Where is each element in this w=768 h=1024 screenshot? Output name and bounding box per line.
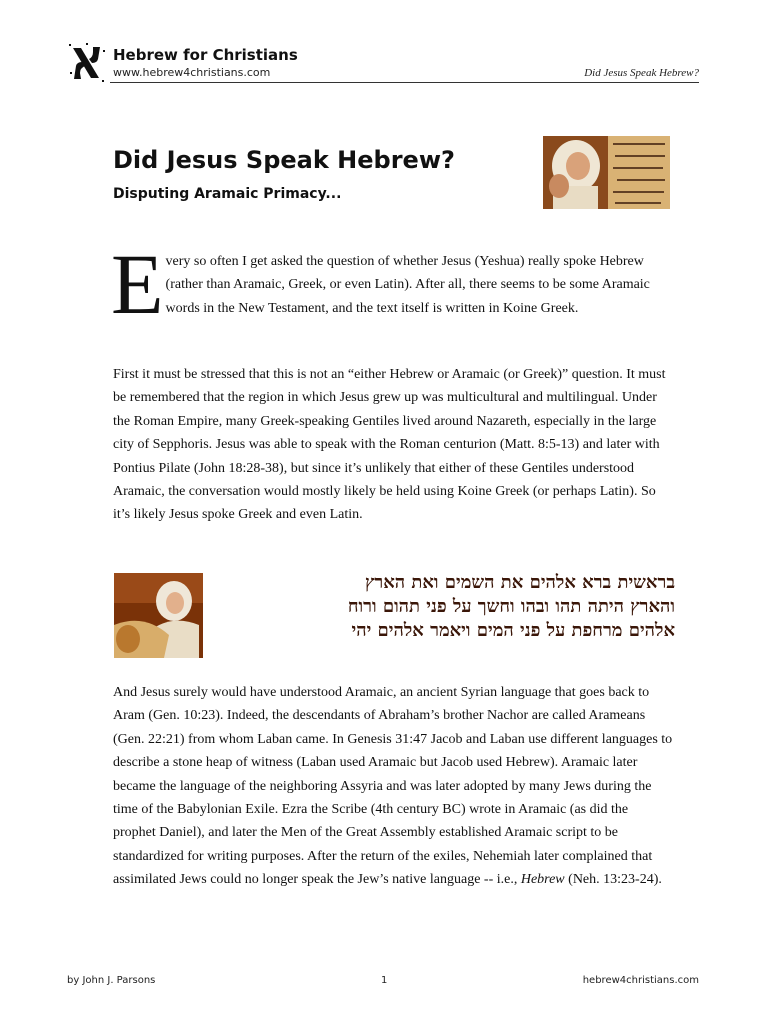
hebrew-line: אלהים מרחפת על פני המים ויאמר אלהים יהי	[351, 620, 675, 641]
footer-site: hebrew4christians.com	[582, 975, 699, 986]
hebrew-line: והארץ היתה תהו ובהו וחשך על פני תהום ורוח	[347, 596, 675, 617]
aramaic-text: And Jesus surely would have understood Aramaic, an ancient Syrian language that goes back to Aram (Gen. 10:23). Indeed, the descendants of Abraham’s brother Nachor are called Arameans (Gen. 22:21) from whom Laban came. In Genesis 31:47 Jacob and Laban use different languages to describe a stone heap of witness (Laban used Aramaic but Jacob used Hebrew). Aramaic later became the language of the neighboring Assyria and was later adopted by many Jews during the time of the Babylonian Exile. Ezra the Scribe (4th century BC) wrote in Aramaic (as did the prophet Daniel), and later the Men of the Great Assembly established Aramaic script to be standardized for writing purposes. After the return of the exiles, Nehemiah later complained that assimilated Jews could no longer speak the Jew’s native language -- i.e.,	[113, 685, 673, 888]
paragraph-aramaic	[113, 681, 673, 892]
page-header	[67, 40, 699, 84]
intro-paragraph	[111, 236, 673, 332]
header-rule	[110, 82, 699, 83]
drop-cap: E	[111, 236, 164, 332]
site-title: Hebrew for Christians	[113, 46, 298, 64]
running-title: Did Jesus Speak Hebrew?	[584, 67, 699, 79]
child-with-scroll-image	[114, 573, 203, 658]
footer-page-number: 1	[381, 975, 388, 986]
site-url: www.hebrew4christians.com	[113, 66, 271, 79]
footer-author: by John J. Parsons	[67, 975, 156, 986]
aramaic-text-end: (Neh. 13:23-24).	[564, 872, 662, 888]
hebrew-line: בראשית ברא אלהים את השמים ואת הארץ	[365, 572, 675, 593]
hebrew-emphasis: Hebrew	[520, 872, 565, 888]
paragraph-multilingual: First it must be stressed that this is not an “either Hebrew or Aramaic (or Greek)” question. It must be remembered that the region in which Jesus grew up was multicultural and multilingual. Under the Roman Empire, many Greek-speaking Gentiles lived around Nazareth, especially in the large city of Sepphoris. Jesus was able to speak with the Roman centurion (Matt. 8:5-13) and later with Pontius Pilate (John 18:28-38), but since it’s unlikely that either of these Gentiles understood Aramaic, the conversation would mostly likely be held using Koine Greek (or perhaps Latin). So it’s likely Jesus spoke Greek and even Latin.	[113, 367, 666, 523]
page-title: Did Jesus Speak Hebrew?	[113, 146, 455, 174]
intro-text: very so often I get asked the question of whether Jesus (Yeshua) really spoke Hebrew (rather than Aramaic, Greek, or even Latin). After all, there seems to be some Aramaic words in the New Testament, and the text itself is written in Koine Greek.	[165, 254, 650, 316]
teacher-and-child-scroll-image	[543, 136, 670, 209]
page-subtitle: Disputing Aramaic Primacy...	[113, 186, 342, 202]
hebrew-genesis-text	[225, 571, 675, 643]
aleph-logo-icon	[67, 42, 107, 84]
